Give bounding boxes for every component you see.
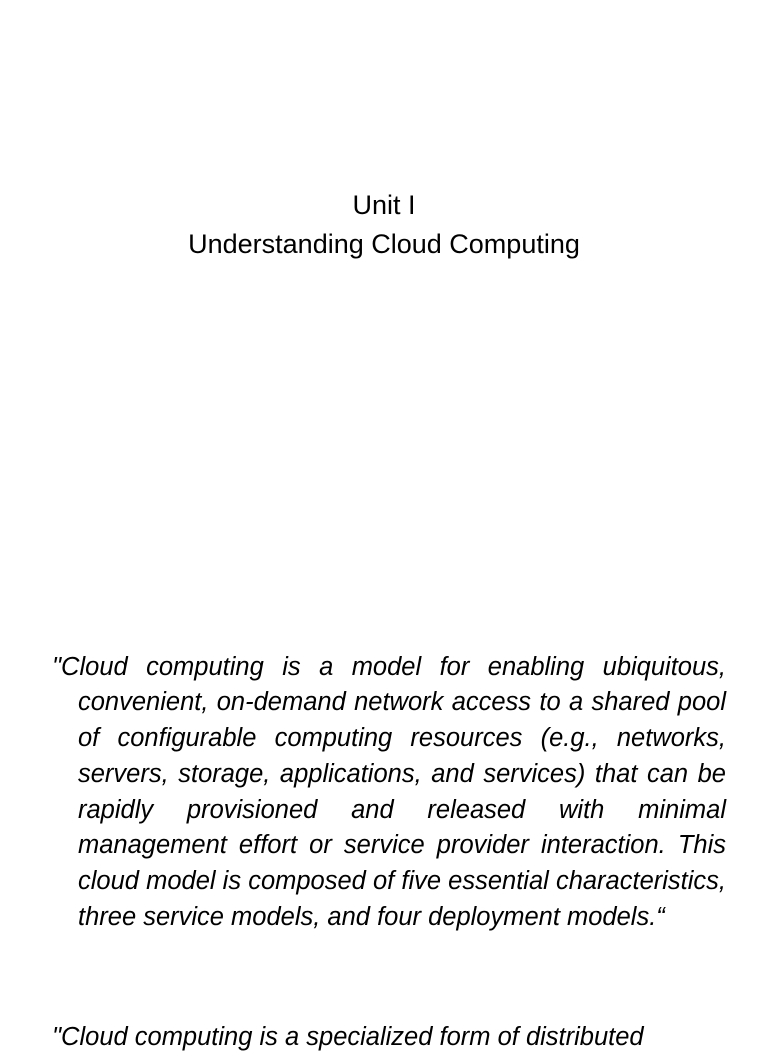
page-title: Understanding Cloud Computing <box>0 225 768 264</box>
unit-label: Unit I <box>0 186 768 225</box>
title-block <box>0 186 768 264</box>
definition-quote-distributed: "Cloud computing is a specialized form of distributed <box>52 1020 726 1055</box>
definition-quote-nist: "Cloud computing is a model for enabling ubiquitous, convenient, on-demand network access to a shared pool of configurable computing resources (e.g., networks, servers, storage, applications, and services) that can be rapidly provisioned and released with minimal management effort or service provider interaction. This cloud model is composed of five essential characteristics, three service models, and four deployment models.“ <box>52 650 726 936</box>
